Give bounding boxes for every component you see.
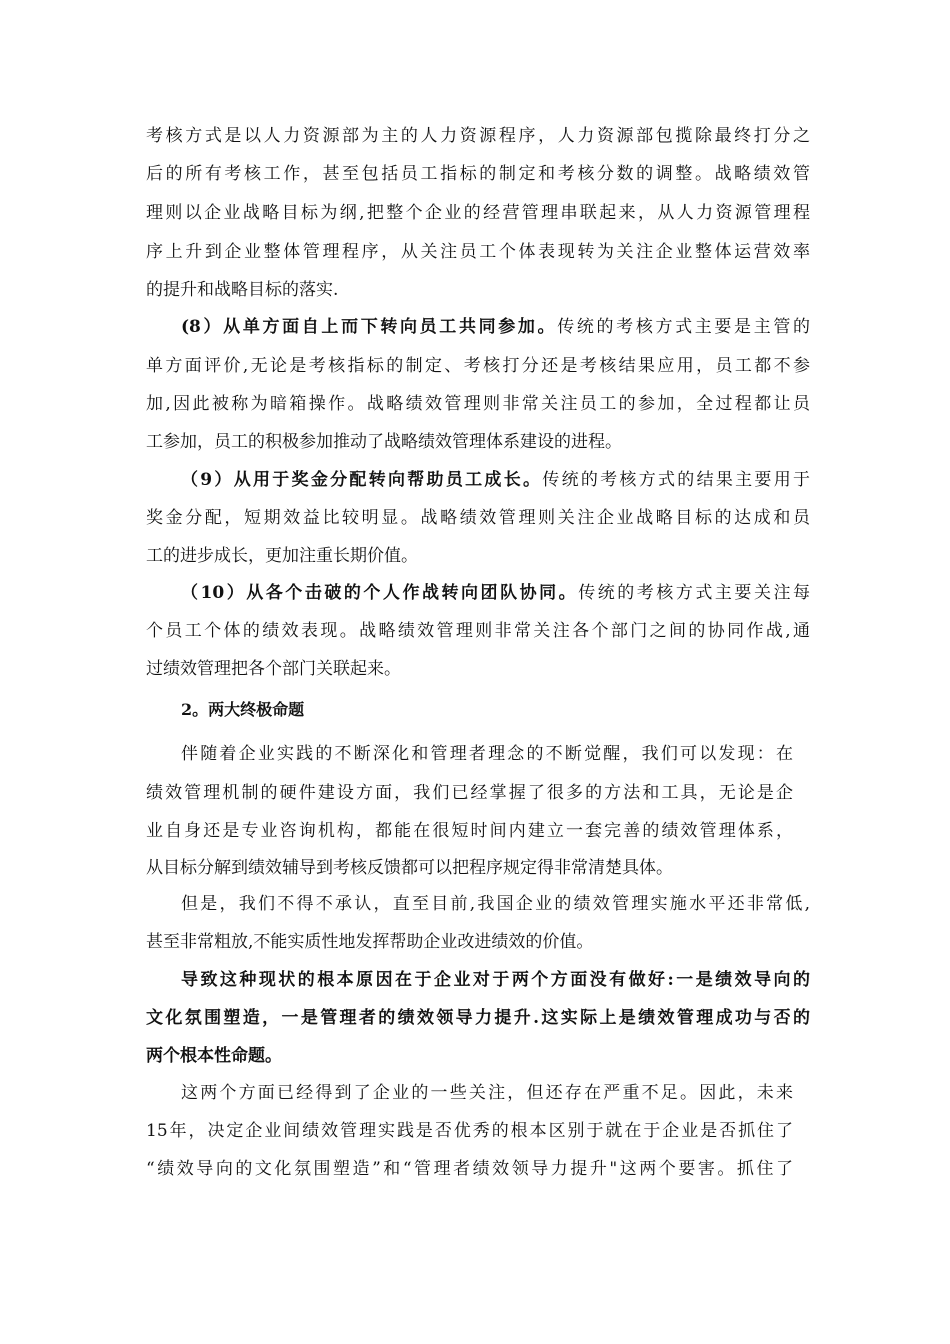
paragraph-line: 过绩效管理把各个部门关联起来。 [146, 659, 401, 679]
item-8-first-line [181, 315, 810, 339]
paragraph-line: 两个根本性命题。 [146, 1046, 282, 1066]
paragraph-line: 理则以企业战略目标为纲,把整个企业的经营管理串联起来，从人力资源管理程 [146, 203, 810, 223]
paragraph-line: 从目标分解到绩效辅导到考核反馈都可以把程序规定得非常清楚具体。 [146, 858, 673, 878]
section-title: 2。两大终极命题 [181, 700, 305, 719]
item-10-heading: （10）从各个击破的个人作战转向团队协同。 [181, 583, 579, 603]
paragraph-line: 15年，决定企业间绩效管理实践是否优秀的根本区别于就在于企业是否抓住了 [146, 1121, 793, 1141]
paragraph-line: 加,因此被称为暗箱操作。战略绩效管理则非常关注员工的参加，全过程都让员 [146, 394, 810, 414]
item-10-text: 传统的考核方式主要关注每 [578, 583, 810, 603]
paragraph-line: 后的所有考核工作，甚至包括员工指标的制定和考核分数的调整。战略绩效管 [146, 164, 810, 184]
item-10-first-line [181, 581, 810, 605]
paragraph-line: 个员工个体的绩效表现。战略绩效管理则非常关注各个部门之间的协同作战,通 [146, 621, 810, 641]
paragraph-line: 工的进步成长，更加注重长期价值。 [146, 546, 418, 566]
paragraph-line: 但是，我们不得不承认，直至目前,我国企业的绩效管理实施水平还非常低, [181, 894, 810, 914]
paragraph-line: 序上升到企业整体管理程序，从关注员工个体表现转为关注企业整体运营效率 [146, 242, 810, 262]
paragraph-line: 文化氛围塑造，一是管理者的绩效领导力提升.这实际上是绩效管理成功与否的 [146, 1008, 810, 1028]
paragraph-line: “绩效导向的文化氛围塑造”和“管理者绩效领导力提升"这两个要害。抓住了 [146, 1159, 793, 1179]
paragraph-line: 业自身还是专业咨询机构，都能在很短时间内建立一套完善的绩效管理体系， [146, 821, 793, 841]
item-8-heading: (8）从单方面自上而下转向员工共同参加。 [181, 317, 558, 337]
paragraph-line: 绩效管理机制的硬件建设方面，我们已经掌握了很多的方法和工具，无论是企 [146, 783, 793, 803]
paragraph-line: 甚至非常粗放,不能实质性地发挥帮助企业改进绩效的价值。 [146, 932, 594, 952]
paragraph-line: 伴随着企业实践的不断深化和管理者理念的不断觉醒，我们可以发现：在 [181, 744, 793, 764]
item-9-first-line [181, 468, 810, 492]
item-8-text: 传统的考核方式主要是主管的 [557, 317, 811, 337]
item-9-heading: （9）从用于奖金分配转向帮助员工成长。 [181, 470, 543, 490]
item-9-text: 传统的考核方式的结果主要用于 [542, 470, 811, 490]
paragraph-line: 的提升和战略目标的落实. [146, 280, 339, 300]
paragraph-line: 单方面评价,无论是考核指标的制定、考核打分还是考核结果应用，员工都不参 [146, 356, 810, 376]
paragraph-line: 这两个方面已经得到了企业的一些关注，但还存在严重不足。因此，未来 [181, 1083, 793, 1103]
paragraph-line: 考核方式是以人力资源部为主的人力资源程序，人力资源部包揽除最终打分之 [146, 126, 810, 146]
paragraph-line: 奖金分配，短期效益比较明显。战略绩效管理则关注企业战略目标的达成和员 [146, 508, 810, 528]
paragraph-line: 工参加，员工的积极参加推动了战略绩效管理体系建设的进程。 [146, 432, 622, 452]
paragraph-line: 导致这种现状的根本原因在于企业对于两个方面没有做好:一是绩效导向的 [181, 970, 810, 990]
